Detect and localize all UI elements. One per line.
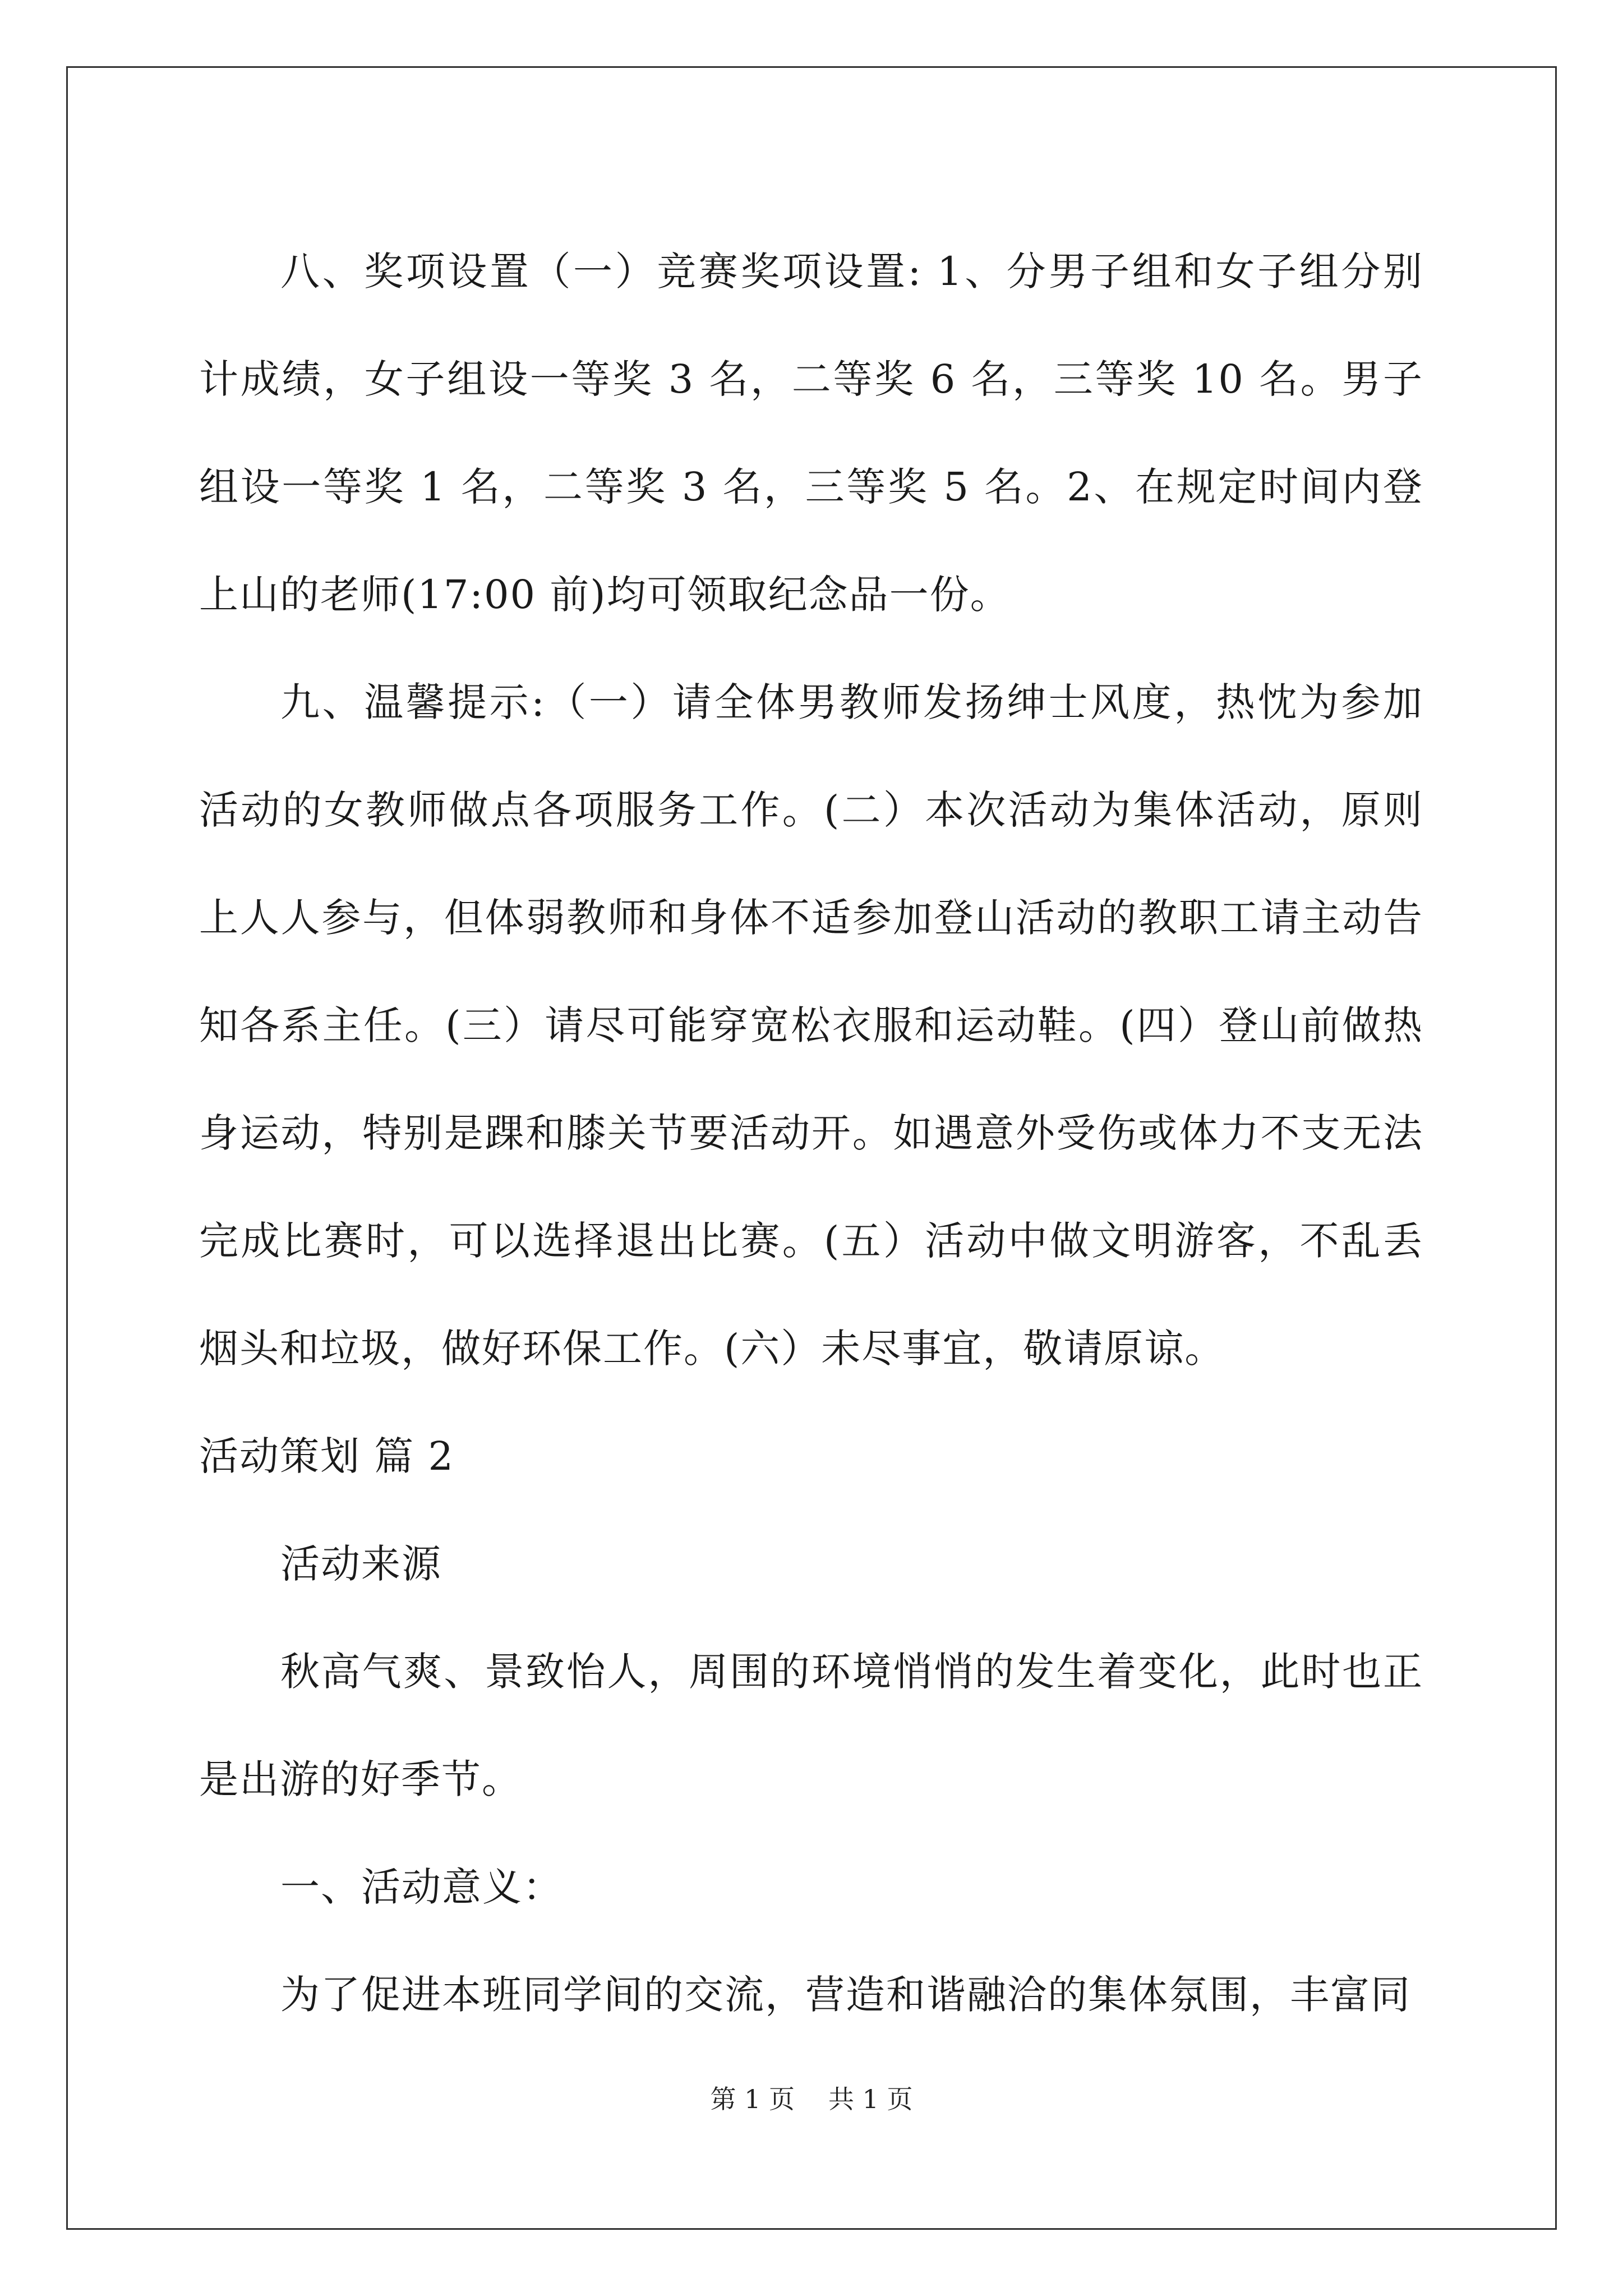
page-number: 第 1 页 <box>710 2084 795 2114</box>
document-body <box>199 218 1423 2049</box>
paragraph-tips: 九、温馨提示:（一）请全体男教师发扬绅士风度，热忱为参加活动的女教师做点各项服务工作。(二）本次活动为集体活动，原则上人人参与，但体弱教师和身体不适参加登山活动的教职工请主动告知各系主任。(三）请尽可能穿宽松衣服和运动鞋。(四）登山前做热身运动，特别是踝和膝关节要活动开。如遇意外受伤或体力不支无法完成比赛时，可以选择退出比赛。(五）活动中做文明游客，不乱丢烟头和垃圾，做好环保工作。(六）未尽事宜，敬请原谅。 <box>199 679 1423 1372</box>
section-heading: 活动策划 篇 2 <box>199 1433 455 1479</box>
paragraph-activity-source: 活动来源 <box>280 1541 442 1587</box>
paragraph-autumn: 秋高气爽、景致怡人，周围的环境悄悄的发生着变化，此时也正是出游的好季节。 <box>199 1649 1423 1802</box>
paragraph-significance-body: 为了促进本班同学间的交流，营造和谐融洽的集体氛围，丰富同 <box>280 1972 1411 2018</box>
paragraph-significance-title: 一、活动意义： <box>280 1864 563 1910</box>
page-footer <box>0 2082 1623 2116</box>
page-total: 共 1 页 <box>828 2084 913 2114</box>
paragraph-awards: 八、奖项设置（一）竞赛奖项设置: 1、分男子组和女子组分别计成绩，女子组设一等奖 3 名，二等奖 6 名，三等奖 10 名。男子组设一等奖 1 名，二等奖 3 名，三等奖 5 名。2、在规定时间内登上山的老师(17:00 前)均可领取纪念品一份。 <box>199 249 1423 618</box>
